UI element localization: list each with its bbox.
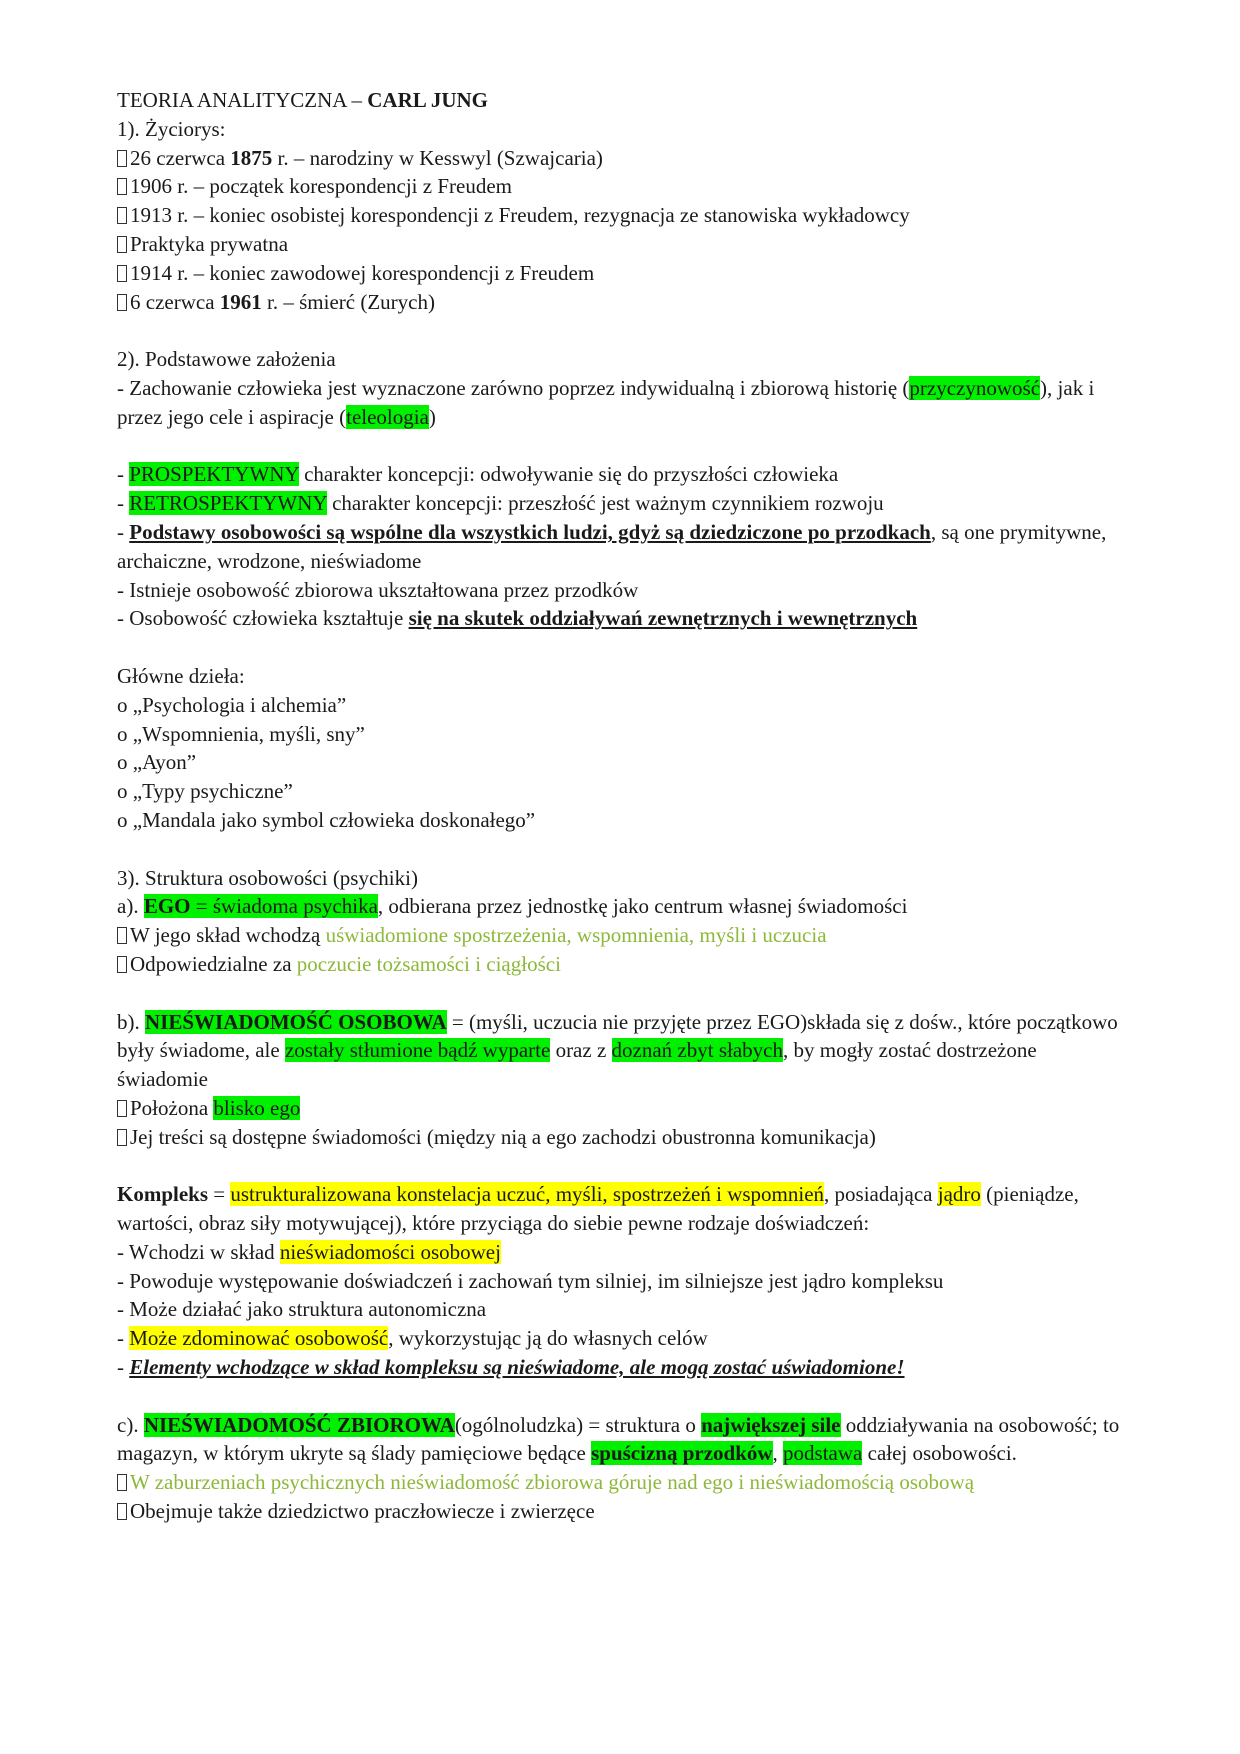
bullet-square-icon <box>117 150 127 167</box>
list-item: - Może działać jako struktura autonomiczna <box>117 1297 487 1322</box>
list-item: - Wchodzi w skład nieświadomości osobowej <box>117 1239 501 1264</box>
list-item: 1906 r. – początek korespondencji z Freudem <box>117 172 1120 201</box>
list-item: Obejmuje także dziedzictwo praczłowiecze i zwierzęce <box>117 1497 1120 1526</box>
bullet-square-icon <box>117 1503 127 1520</box>
bullet-square-icon <box>117 294 127 311</box>
list-item: - Powoduje występowanie doświadczeń i zachowań tym silniej, im silniejsze jest jądro kompleksu <box>117 1268 944 1293</box>
list-item: W jego skład wchodzą uświadomione spostrzeżenia, wspomnienia, myśli i uczucia <box>117 921 1120 950</box>
list-item: o „Psychologia i alchemia” <box>117 692 347 717</box>
paragraph: c). NIEŚWIADOMOŚĆ ZBIOROWA(ogólnoludzka) = struktura o największej sile oddziaływania na osobowość; to magazyn, w którym ukryte są ślady pamięciowe będące spuścizną przodków, podstawa całej osobowości. <box>117 1412 1120 1466</box>
paragraph: - Zachowanie człowieka jest wyznaczone zarówno poprzez indywidualną i zbiorową historię (przyczynowość), jak i przez jego cele i aspiracje (teleologia) <box>117 375 1095 429</box>
section-2-heading: 2). Podstawowe założenia <box>117 347 336 372</box>
list-item: o „Typy psychiczne” <box>117 779 293 804</box>
list-item: Praktyka prywatna <box>117 230 1120 259</box>
bullet-square-icon <box>117 1474 127 1491</box>
paragraph: - Istnieje osobowość zbiorowa ukształtowana przez przodków <box>117 577 639 602</box>
list-item: Odpowiedzialne za poczucie tożsamości i ciągłości <box>117 950 1120 979</box>
section-3-heading: 3). Struktura osobowości (psychiki) <box>117 865 418 890</box>
paragraph: - Osobowość człowieka kształtuje się na skutek oddziaływań zewnętrznych i wewnętrznych <box>117 606 918 631</box>
list-item: - Elementy wchodzące w skład kompleksu są nieświadome, ale mogą zostać uświadomione! <box>117 1355 905 1380</box>
paragraph: a). EGO = świadoma psychika, odbierana przez jednostkę jako centrum własnej świadomości <box>117 894 908 919</box>
paragraph: b). NIEŚWIADOMOŚĆ OSOBOWA = (myśli, uczucia nie przyjęte przez EGO)składa się z dośw., które początkowo były świadome, ale zostały stłumione bądź wyparte oraz z doznań zbyt słabych, by mogły zostać dostrzeżone świadomie <box>117 1009 1118 1092</box>
paragraph: - Podstawy osobowości są wspólne dla wszystkich ludzi, gdyż są dziedziczone po przodkach, są one prymitywne, archaiczne, wrodzone, nieświadome <box>117 519 1107 573</box>
paragraph: - RETROSPEKTYWNY charakter koncepcji: przeszłość jest ważnym czynnikiem rozwoju <box>117 491 884 516</box>
list-item: Położona blisko ego <box>117 1094 1120 1123</box>
list-item: 1914 r. – koniec zawodowej korespondencji z Freudem <box>117 259 1120 288</box>
list-item: o „Ayon” <box>117 750 197 775</box>
list-item: 6 czerwca 1961 r. – śmierć (Zurych) <box>117 288 1120 317</box>
bullet-square-icon <box>117 956 127 973</box>
bullet-square-icon <box>117 1100 127 1117</box>
works-heading: Główne dzieła: <box>117 663 245 688</box>
bullet-square-icon <box>117 927 127 944</box>
bullet-square-icon <box>117 1129 127 1146</box>
section-1-heading: 1). Życiorys: <box>117 116 226 141</box>
list-item: o „Mandala jako symbol człowieka doskonałego” <box>117 807 536 832</box>
paragraph: - PROSPEKTYWNY charakter koncepcji: odwoływanie się do przyszłości człowieka <box>117 462 839 487</box>
bullet-square-icon <box>117 236 127 253</box>
list-item: 26 czerwca 1875 r. – narodziny w Kesswyl (Szwajcaria) <box>117 144 1120 173</box>
list-item: - Może zdominować osobowość, wykorzystując ją do własnych celów <box>117 1326 708 1351</box>
list-item: 1913 r. – koniec osobistej korespondencji z Freudem, rezygnacja ze stanowiska wykładowcy <box>117 201 1120 230</box>
list-item: o „Wspomnienia, myśli, sny” <box>117 721 365 746</box>
document-title: TEORIA ANALITYCZNA – CARL JUNG <box>117 88 489 112</box>
list-item: W zaburzeniach psychicznych nieświadomość zbiorowa góruje nad ego i nieświadomością osobową <box>117 1468 1120 1497</box>
bullet-square-icon <box>117 265 127 282</box>
list-item: Jej treści są dostępne świadomości (między nią a ego zachodzi obustronna komunikacja) <box>117 1123 1120 1152</box>
bullet-square-icon <box>117 207 127 224</box>
bullet-square-icon <box>117 178 127 195</box>
paragraph: Kompleks = ustrukturalizowana konstelacja uczuć, myśli, spostrzeżeń i wspomnień, posiadająca jądro (pieniądze, wartości, obraz siły motywującej), które przyciąga do siebie pewne rodzaje doświadczeń: <box>117 1182 1079 1236</box>
